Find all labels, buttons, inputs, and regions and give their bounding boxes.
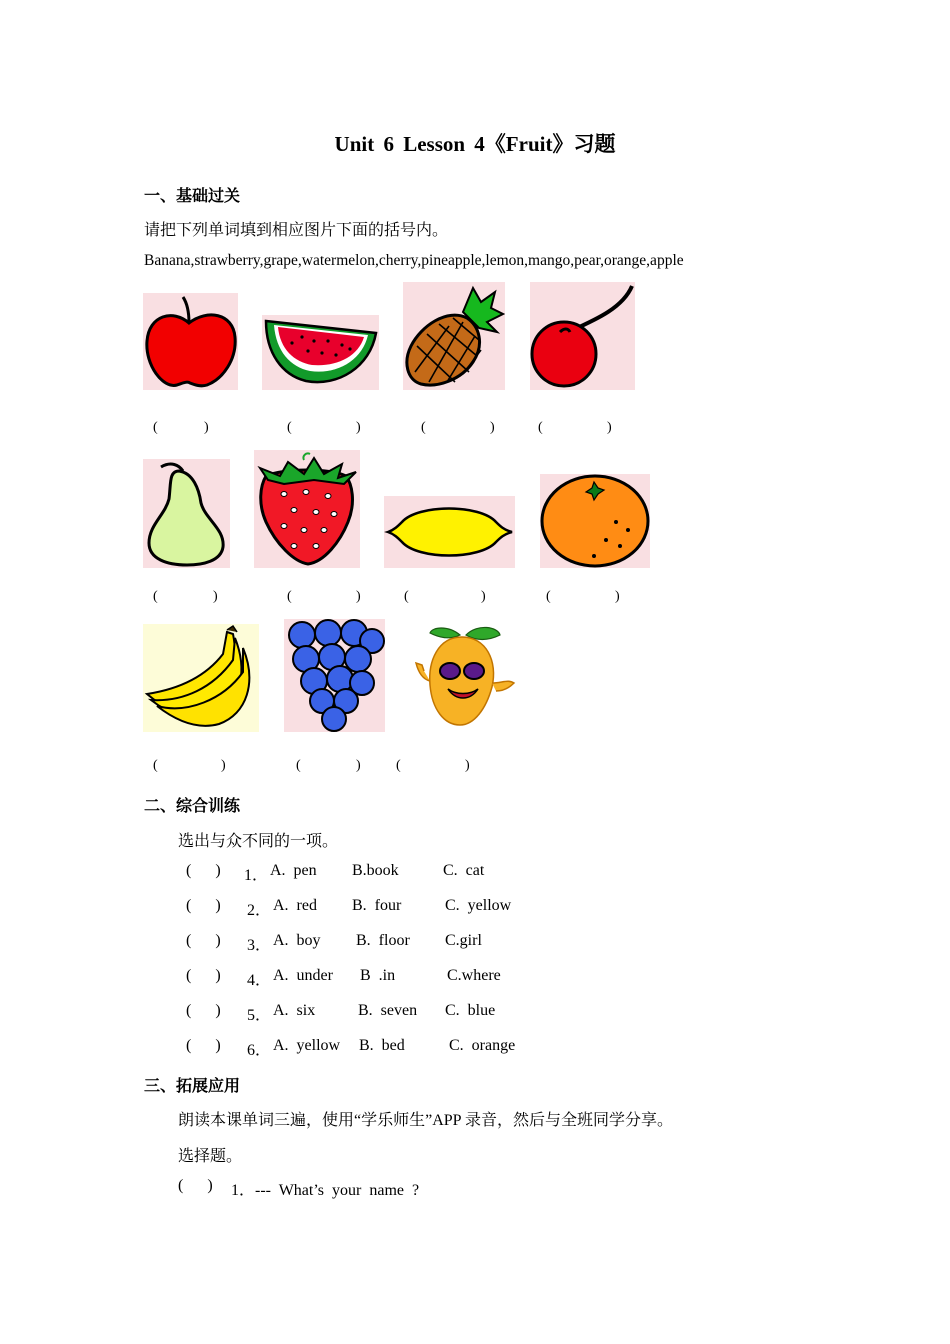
answer-paren: ( ) xyxy=(186,1002,221,1019)
option-b: B. floor xyxy=(356,932,410,949)
option-a: A. red xyxy=(273,897,317,914)
blank-open: ( xyxy=(287,420,292,435)
page-title: Unit 6 Lesson 4《Fruit》习题 xyxy=(334,132,616,156)
lemon-icon xyxy=(384,496,515,568)
blank-close: ) xyxy=(607,420,612,435)
blank-open: ( xyxy=(421,420,426,435)
answer-paren: ( ) xyxy=(186,897,221,914)
section-3-heading: 三、拓展应用 xyxy=(144,1078,241,1095)
answer-paren: ( ) xyxy=(186,1037,221,1054)
blank-close: ) xyxy=(221,758,226,773)
blank-close: ) xyxy=(356,589,361,604)
blank-close: ) xyxy=(481,589,486,604)
blank-open: ( xyxy=(296,758,301,773)
option-c: C. cat xyxy=(443,862,485,879)
question-number: 4． xyxy=(247,972,272,989)
apple-icon xyxy=(143,293,238,390)
option-a: A. yellow xyxy=(273,1037,341,1054)
blank-open: ( xyxy=(153,758,158,773)
question-number: 2． xyxy=(247,902,272,919)
question-number: 1． xyxy=(244,867,269,884)
answer-paren: ( ) xyxy=(186,967,221,984)
section-3-line-2: 选择题。 xyxy=(178,1148,243,1165)
blank-open: ( xyxy=(538,420,543,435)
blank-open: ( xyxy=(287,589,292,604)
question-number: 6． xyxy=(247,1042,272,1059)
blank-open: ( xyxy=(396,758,401,773)
cherry-icon xyxy=(530,282,635,390)
blank-open: ( xyxy=(153,420,158,435)
watermelon-icon xyxy=(262,315,379,390)
mango-icon xyxy=(408,621,519,732)
grape-picture xyxy=(284,619,385,732)
blank-close: ) xyxy=(213,589,218,604)
question-text: 1．--- What’s your name ? xyxy=(231,1182,420,1199)
option-a: A. boy xyxy=(273,932,321,949)
option-b: B. four xyxy=(352,897,402,914)
option-c: C.where xyxy=(447,967,501,984)
option-c: C. orange xyxy=(449,1037,516,1054)
pear-icon xyxy=(143,459,230,568)
orange-icon xyxy=(540,474,650,568)
blank-close: ) xyxy=(490,420,495,435)
option-c: C. blue xyxy=(445,1002,496,1019)
word-bank: Banana,strawberry,grape,watermelon,cherry,pineapple,lemon,mango,pear,orange,apple xyxy=(144,252,684,269)
strawberry-picture xyxy=(254,450,360,568)
section-2-heading: 二、综合训练 xyxy=(144,798,241,815)
option-b: B .in xyxy=(360,967,396,984)
option-b: B. seven xyxy=(358,1002,418,1019)
section-2-instruction: 选出与众不同的一项。 xyxy=(178,833,339,850)
blank-close: ) xyxy=(615,589,620,604)
option-a: A. pen xyxy=(270,862,317,879)
section-1-heading: 一、基础过关 xyxy=(144,188,241,205)
question-number: 3． xyxy=(247,937,272,954)
grape-icon xyxy=(284,619,385,732)
watermelon-picture xyxy=(262,315,379,390)
question-number: 5． xyxy=(247,1007,272,1024)
banana-icon xyxy=(143,624,259,732)
blank-open: ( xyxy=(404,589,409,604)
pear-picture xyxy=(143,459,230,568)
option-b: B. bed xyxy=(359,1037,405,1054)
option-c: C. yellow xyxy=(445,897,512,914)
blank-open: ( xyxy=(546,589,551,604)
option-a: A. under xyxy=(273,967,333,984)
option-b: B.book xyxy=(352,862,399,879)
answer-paren: ( ) xyxy=(186,862,221,879)
pineapple-icon xyxy=(403,282,505,390)
strawberry-icon xyxy=(254,450,360,568)
answer-paren: ( ) xyxy=(186,932,221,949)
option-c: C.girl xyxy=(445,932,482,949)
blank-open: ( xyxy=(153,589,158,604)
section-1-instruction: 请把下列单词填到相应图片下面的括号内。 xyxy=(144,222,449,239)
blank-close: ) xyxy=(204,420,209,435)
cherry-picture xyxy=(530,282,635,390)
blank-close: ) xyxy=(356,420,361,435)
orange-picture xyxy=(540,474,650,568)
blank-close: ) xyxy=(356,758,361,773)
answer-paren: ( ) xyxy=(178,1177,213,1194)
lemon-picture xyxy=(384,496,515,568)
banana-picture xyxy=(143,624,259,732)
pineapple-picture xyxy=(403,282,505,390)
option-a: A. six xyxy=(273,1002,316,1019)
apple-picture xyxy=(143,293,238,390)
mango-picture xyxy=(408,621,519,732)
section-3-line-1: 朗读本课单词三遍，使用“学乐师生”APP 录音，然后与全班同学分享。 xyxy=(178,1112,673,1129)
blank-close: ) xyxy=(465,758,470,773)
